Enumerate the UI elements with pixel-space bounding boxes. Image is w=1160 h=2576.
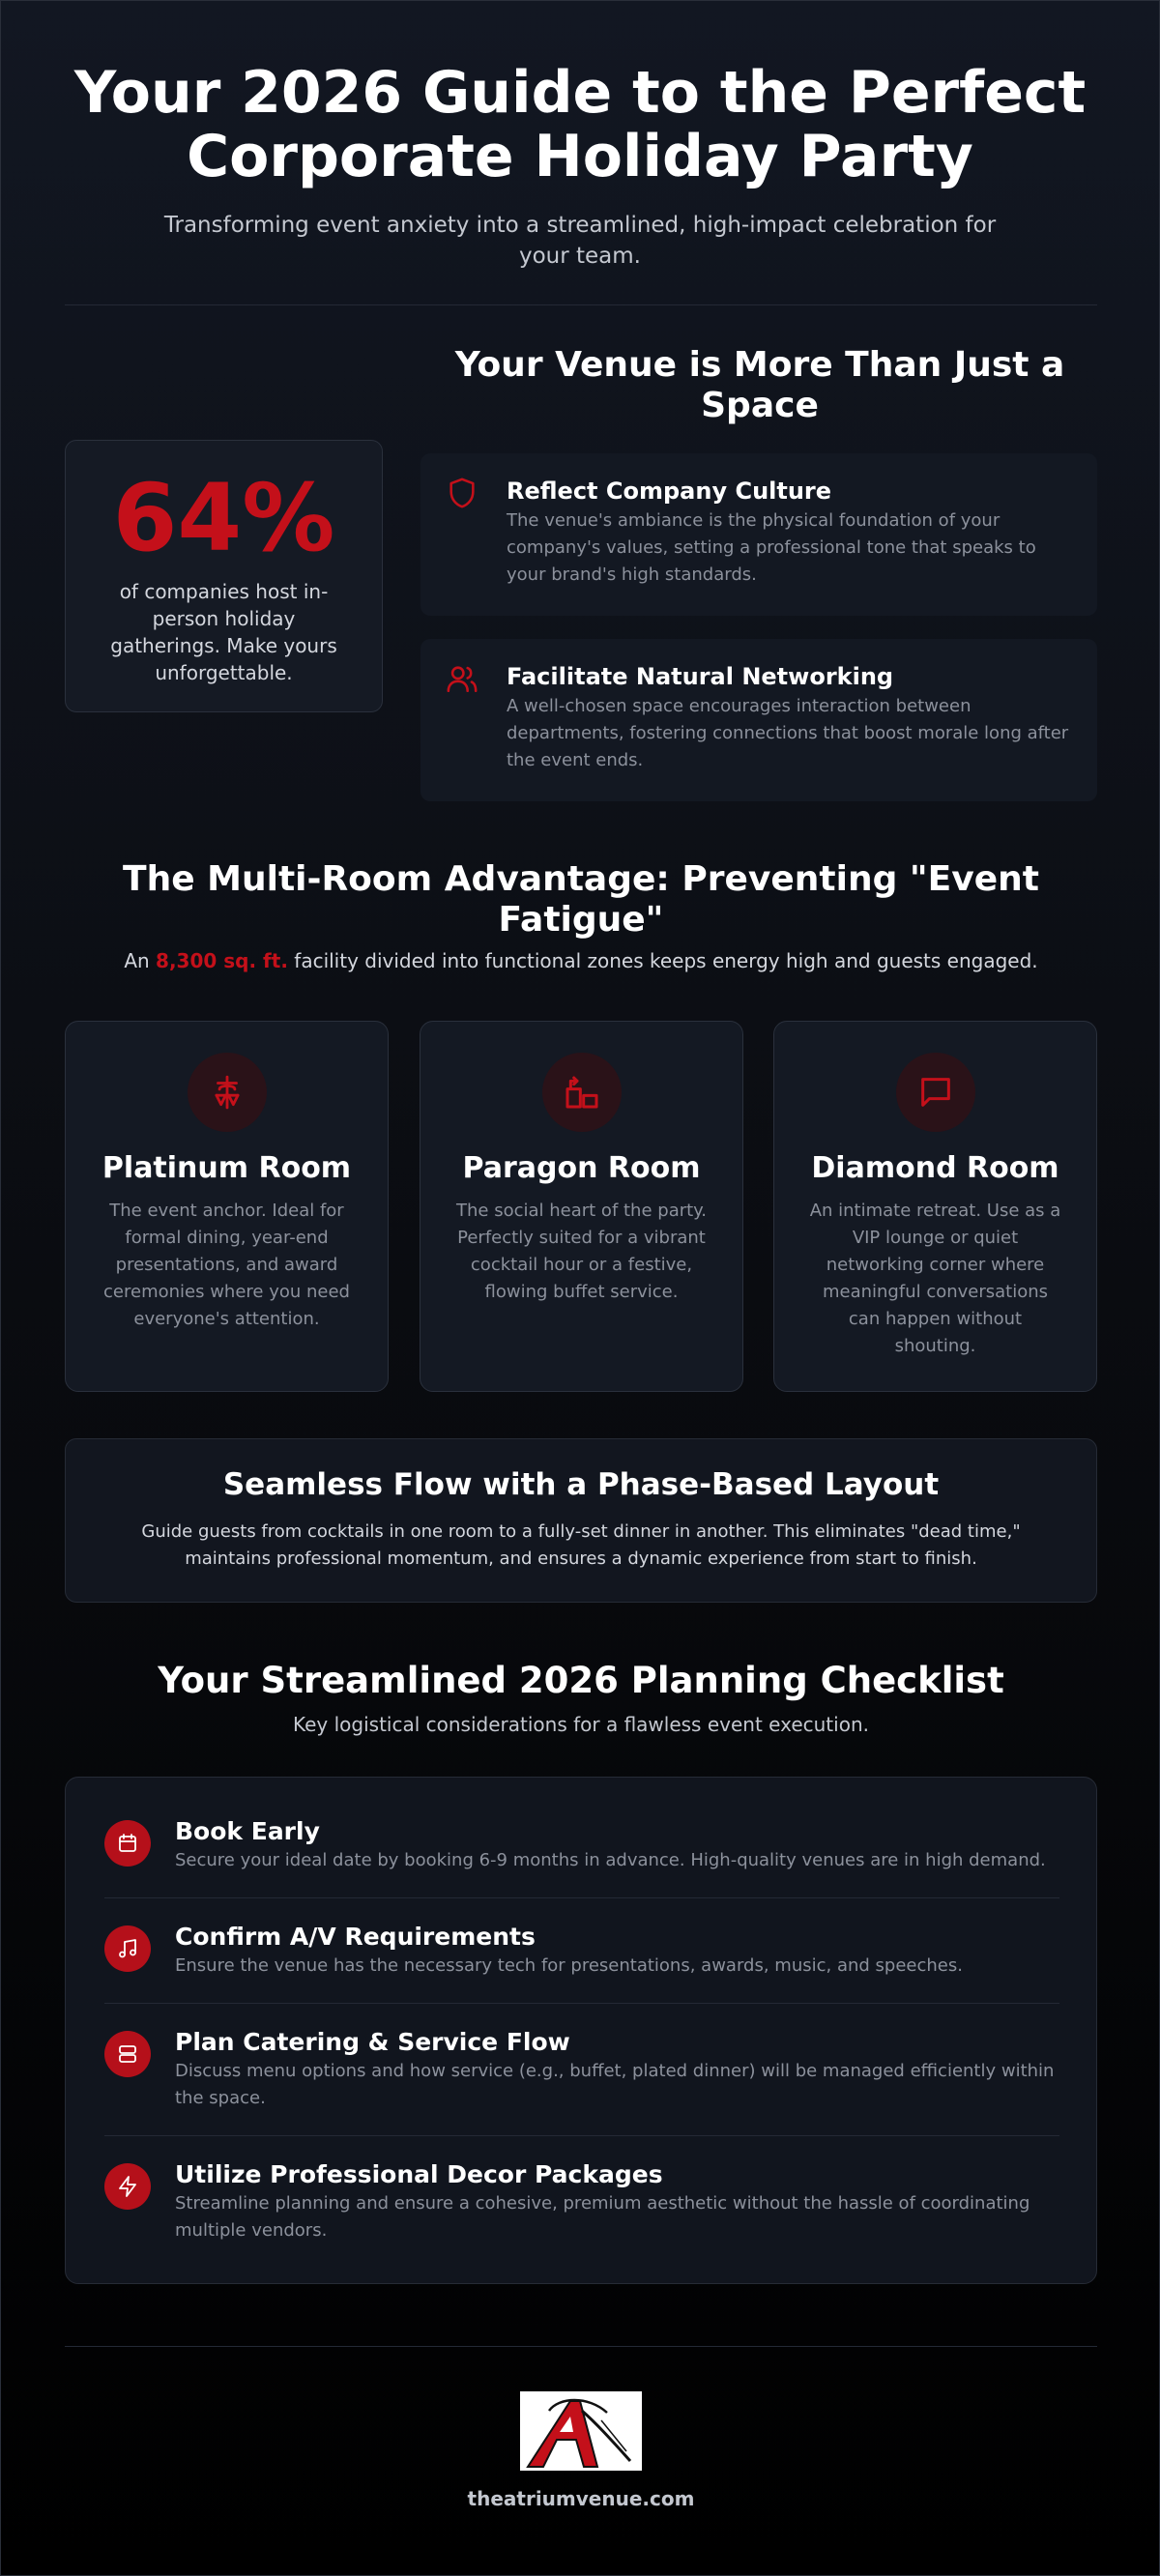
venue-logo xyxy=(520,2391,642,2471)
feature-text: The venue's ambiance is the physical foundation of your company's values, setting a professional tone that speaks to your brand's high standards. xyxy=(507,510,1036,585)
feature-text: A well-chosen space encourages interaction between departments, fostering connections that boost morale long after the event ends. xyxy=(507,696,1069,770)
checklist-item-text: Secure your ideal date by booking 6-9 months in advance. High-quality venues are in high demand. xyxy=(175,1850,1046,1870)
hero xyxy=(1,1,1159,272)
checklist-item-text: Discuss menu options and how service (e.g., buffet, plated dinner) will be managed efficiently within the space. xyxy=(175,2061,1055,2108)
multiroom-title: The Multi-Room Advantage: Preventing "Event Fatigue" xyxy=(123,859,1039,940)
venue-section-title: Your Venue is More Than Just a Space xyxy=(454,345,1065,425)
divider xyxy=(65,2346,1097,2347)
checklist-item-text: Streamline planning and ensure a cohesive, premium aesthetic without the hassle of coordinating multiple vendors. xyxy=(175,2193,1030,2241)
checklist-item-title: Utilize Professional Decor Packages xyxy=(175,2160,663,2188)
checklist-item-title: Book Early xyxy=(175,1817,320,1845)
calendar-icon xyxy=(116,1832,139,1855)
subtitle-prefix: An xyxy=(124,949,157,972)
subtitle-suffix: facility divided into functional zones keeps energy high and guests engaged. xyxy=(287,949,1038,972)
website-url[interactable]: theatriumvenue.com xyxy=(467,2487,695,2510)
room-text: The event anchor. Ideal for formal dining, year-end presentations, and award ceremonies where you need everyone's attention. xyxy=(103,1201,350,1329)
room-name: Paragon Room xyxy=(462,1151,701,1185)
room-icon-circle xyxy=(188,1053,267,1132)
room-name: Diamond Room xyxy=(811,1151,1059,1185)
room-text: The social heart of the party. Perfectly suited for a vibrant cocktail hour or a festive, flowing buffet service. xyxy=(456,1201,707,1302)
bolt-icon xyxy=(116,2175,139,2198)
multiroom-subtitle xyxy=(65,948,1097,973)
flow-title: Seamless Flow with a Phase-Based Layout xyxy=(222,1467,940,1502)
chat-icon xyxy=(916,1073,955,1112)
shield-icon xyxy=(446,477,478,509)
room-text: An intimate retreat. Use as a VIP lounge or quiet networking corner where meaningful conversations can happen without shouting. xyxy=(809,1201,1061,1356)
checklist-badge xyxy=(104,1925,151,1972)
award-icon xyxy=(209,1074,246,1111)
checklist-item-title: Plan Catering & Service Flow xyxy=(175,2028,570,2056)
room-card-diamond xyxy=(773,1021,1097,1392)
feature-title: Facilitate Natural Networking xyxy=(507,663,894,690)
cocktail-icon xyxy=(563,1073,601,1112)
page-title: Your 2026 Guide to the Perfect Corporate Holiday Party xyxy=(73,59,1087,190)
checklist-title: Your Streamlined 2026 Planning Checklist xyxy=(158,1660,1004,1701)
server-icon xyxy=(116,2042,139,2066)
checklist-badge xyxy=(104,2163,151,2210)
atrium-logo-icon xyxy=(520,2391,642,2471)
music-icon xyxy=(116,1937,139,1960)
users-icon xyxy=(446,662,478,695)
checklist-card xyxy=(65,1777,1097,2284)
checklist-badge xyxy=(104,2031,151,2077)
stat-card xyxy=(65,440,383,712)
room-icon-circle xyxy=(896,1053,975,1132)
feature-card-culture xyxy=(420,453,1097,616)
feature-card-networking xyxy=(420,639,1097,801)
area-highlight: 8,300 sq. ft. xyxy=(156,949,288,972)
divider xyxy=(104,2135,1059,2136)
flow-text: Guide guests from cocktails in one room to a fully-set dinner in another. This eliminates "dead time," maintains professional momentum, and ensures a dynamic experience from start to finish. xyxy=(141,1521,1021,1569)
checklist-item-title: Confirm A/V Requirements xyxy=(175,1923,536,1951)
divider xyxy=(104,1897,1059,1898)
checklist-subtitle: Key logistical considerations for a flawless event execution. xyxy=(293,1713,869,1736)
feature-title: Reflect Company Culture xyxy=(507,478,832,505)
divider xyxy=(65,304,1097,305)
flow-card xyxy=(65,1438,1097,1603)
room-icon-circle xyxy=(542,1053,622,1132)
room-card-platinum xyxy=(65,1021,389,1392)
checklist-item-text: Ensure the venue has the necessary tech for presentations, awards, music, and speeches. xyxy=(175,1955,963,1976)
room-name: Platinum Room xyxy=(102,1151,352,1185)
stat-text: of companies host in-person holiday gatherings. Make yours unforgettable. xyxy=(110,580,337,684)
stat-value: 64% xyxy=(112,464,335,572)
page-subtitle: Transforming event anxiety into a streamlined, high-impact celebration for your team. xyxy=(163,213,997,269)
divider xyxy=(104,2003,1059,2004)
checklist-badge xyxy=(104,1820,151,1867)
room-card-paragon xyxy=(420,1021,743,1392)
